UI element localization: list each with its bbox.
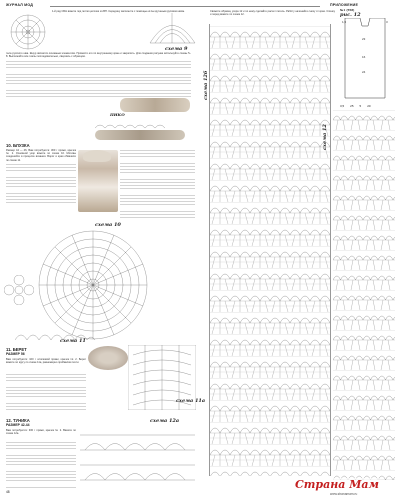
- dim-w3: 3,5: [340, 104, 345, 108]
- scheme-12a-diagram: [80, 425, 195, 495]
- scheme-9-label: схема 9: [165, 46, 188, 52]
- flower-motif-diagram: [4, 275, 34, 305]
- beret-photo: [88, 346, 128, 370]
- section-12-filler: [6, 440, 76, 488]
- section-12-text: Вам потребуется: 300 г пряжи, крючок № 2. Вяжите по схеме 12а.: [6, 429, 76, 436]
- watermark-url: www.stranamam.ru: [330, 492, 358, 496]
- intro-body: тела русского шва. Шнур является основным элементом. Провести его по внутреннему краю и закрепить. Для создания рисунка используйте схемы 5–8. Выполняйте все этапы последовательно, сверяясь с образцом.: [6, 52, 191, 59]
- scheme-11-diagram: [15, 330, 95, 342]
- section-12-size: РАЗМЕР 42-44: [6, 423, 30, 427]
- issue-number: №1 (558): [340, 8, 355, 12]
- scheme-11-label: схема 11: [60, 338, 86, 344]
- section-12-title: 12. ТУНИКА: [6, 418, 30, 423]
- dim-w9: 3: [386, 20, 388, 24]
- watermark-logo: Страна Мам: [295, 478, 379, 491]
- section-11-title: 11. БЕРЕТ: [6, 347, 27, 352]
- scheme-11a-label: схема 11а: [176, 398, 206, 404]
- scheme-12a-label: схема 12а: [150, 418, 180, 424]
- right-top-text: Свяжите образец узора 12 и по нему сделайте расчет петель. Работу начинайте снизу от края. Спинку и перед вяжите по схеме 12.: [210, 10, 335, 17]
- intro-body-continued: [6, 59, 191, 97]
- page-number: 48: [6, 490, 10, 494]
- piko-label: ПИКО: [110, 112, 125, 117]
- cord-photo: [120, 98, 190, 112]
- model-hat: [83, 150, 111, 162]
- section-10-right-text: [120, 148, 195, 218]
- filler-lines: [6, 59, 191, 97]
- section-11-text: Вам потребуется: 100 г хлопковой пряжи, крючок № 2. Берет вяжите по кругу по схеме 11а, равномерно прибавляя петли.: [6, 358, 86, 365]
- scheme-10-diagram: [36, 228, 151, 343]
- dim-w7: 5: [359, 104, 362, 108]
- dim-w2: 20: [367, 104, 371, 108]
- section-11-size: РАЗМЕР 56: [6, 352, 25, 356]
- header-rule: [50, 6, 320, 7]
- intro-top-note: 1-й ряд СБН вяжите под петли цепочки из ВП. Середину заполните с помощью иглы крученым русским швом.: [52, 10, 185, 13]
- dims-row: [340, 104, 371, 108]
- magazine-title: ЖУРНАЛ МОД: [6, 3, 34, 7]
- small-motif-diagram: [8, 12, 48, 52]
- dim-w1: 23: [362, 37, 366, 41]
- scheme-12b-diagram: [210, 26, 330, 476]
- section-10-title: 10. БЛУЗКА: [6, 143, 30, 148]
- supplement-label: ПРИЛОЖЕНИЕ: [330, 3, 359, 7]
- scheme-10-label: схема 10: [95, 222, 121, 228]
- dim-w4: 25: [350, 104, 354, 108]
- scheme-12-rule: [330, 24, 331, 476]
- scheme-12-label: схема 12: [322, 124, 328, 150]
- section-10-filler: [6, 162, 76, 207]
- section-10-text: Размер 44 — 46. Вам потребуется: 300 г пряжи, крючок № 2. Основной узор вяжите по схеме 10. Мотивы соединяйте в процессе вязания. Ворот и края обвяжите по схеме 11.: [6, 149, 76, 162]
- dim-w8: 1,5: [342, 20, 347, 24]
- section-11-filler: [6, 372, 86, 410]
- scheme-12b-label: схема 12б: [203, 70, 209, 100]
- fig-12-label: рис. 12: [340, 12, 361, 18]
- cord-photo-2: [95, 130, 185, 140]
- garment-figure: [340, 18, 390, 103]
- dim-w6: 24: [362, 70, 366, 74]
- dim-w5: 16: [362, 55, 366, 59]
- scheme-9-diagram: [145, 8, 200, 48]
- scheme-12-diagram: [333, 110, 395, 480]
